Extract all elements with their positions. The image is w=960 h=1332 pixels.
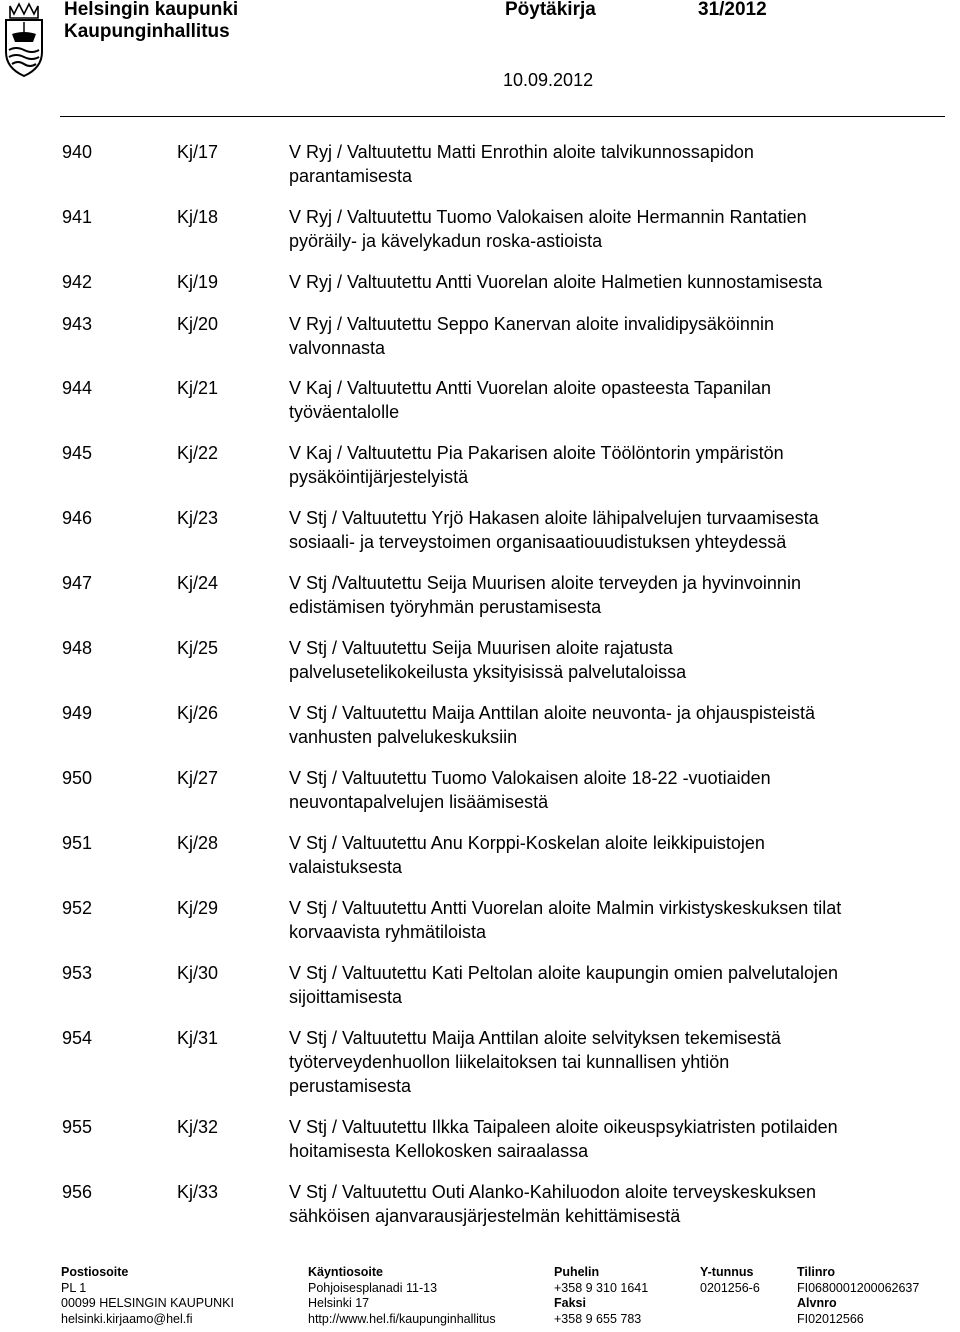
item-number: 954 [62, 1028, 93, 1048]
footer-postal-address: Postiosoite PL 1 00099 HELSINGIN KAUPUNKI helsinki.kirjaamo@hel.fi [61, 1265, 234, 1326]
item-number: 956 [62, 1182, 93, 1202]
item-code: Kj/31 [177, 1028, 219, 1048]
item-code: Kj/29 [177, 898, 219, 918]
item-number: 953 [62, 963, 93, 983]
item-number: 952 [62, 898, 93, 918]
footer-business-id: Y-tunnus 0201256-6 [700, 1265, 760, 1295]
item-code: Kj/19 [177, 272, 219, 292]
item-code: Kj/21 [177, 378, 219, 398]
item-title: V Stj / Valtuutettu Yrjö Hakasen aloite lähipalvelujen turvaamisesta sosiaali- ja terveystoimen organisaatiouudistuksen yhteydessä [289, 508, 819, 552]
item-code: Kj/25 [177, 638, 219, 658]
header-divider [60, 116, 945, 117]
meeting-date: 10.09.2012 [503, 70, 594, 90]
website-link[interactable]: http://www.hel.fi/kaupunginhallitus [308, 1311, 496, 1326]
item-title: V Stj / Valtuutettu Maija Anttilan aloite selvityksen tekemisestä työterveydenhuollon liikelaitoksen tai kunnallisen yhtiön perustamisesta [289, 1028, 781, 1096]
item-number: 951 [62, 833, 93, 853]
footer-phone-fax: Puhelin +358 9 310 1641 Faksi +358 9 655 783 [554, 1265, 649, 1326]
item-title: V Kaj / Valtuutettu Antti Vuorelan aloite opasteesta Tapanilan työväentalolle [289, 378, 772, 422]
item-title: V Stj / Valtuutettu Tuomo Valokaisen aloite 18-22 -vuotiaiden neuvontapalvelujen lisäämisestä [289, 768, 771, 812]
item-number: 948 [62, 638, 93, 658]
item-number: 942 [62, 272, 93, 292]
body-name: Kaupunginhallitus [64, 21, 230, 42]
item-code: Kj/27 [177, 768, 219, 788]
item-number: 950 [62, 768, 93, 788]
document-number: 31/2012 [698, 0, 767, 20]
email-link[interactable]: helsinki.kirjaamo@hel.fi [61, 1311, 193, 1326]
item-number: 941 [62, 207, 93, 227]
item-code: Kj/22 [177, 443, 219, 463]
item-title: V Ryj / Valtuutettu Antti Vuorelan aloite Halmetien kunnostamisesta [289, 272, 823, 292]
item-code: Kj/30 [177, 963, 219, 983]
document-type: Pöytäkirja [505, 0, 596, 20]
item-code: Kj/20 [177, 314, 219, 334]
organization-name: Helsingin kaupunki [64, 0, 239, 20]
item-number: 945 [62, 443, 93, 463]
item-code: Kj/32 [177, 1117, 219, 1137]
item-number: 947 [62, 573, 93, 593]
item-title: V Stj / Valtuutettu Antti Vuorelan aloite Malmin virkistyskeskuksen tilat korvaavista ryhmätiloista [289, 898, 842, 942]
helsinki-coat-of-arms-logo [0, 0, 48, 78]
footer-account-vat: Tilinro FI0680001200062637 Alvnro FI02012566 [797, 1265, 920, 1326]
item-number: 949 [62, 703, 93, 723]
item-code: Kj/24 [177, 573, 219, 593]
item-title: V Stj /Valtuutettu Seija Muurisen aloite terveyden ja hyvinvoinnin edistämisen työryhmän perustamisesta [289, 573, 801, 617]
item-number: 944 [62, 378, 93, 398]
item-title: V Stj / Valtuutettu Outi Alanko-Kahiluodon aloite terveyskeskuksen sähköisen ajanvarausjärjestelmän kehittämisestä [289, 1182, 816, 1226]
item-title: V Ryj / Valtuutettu Tuomo Valokaisen aloite Hermannin Rantatien pyöräily- ja kävelykadun roska-astioista [289, 207, 807, 251]
item-title: V Stj / Valtuutettu Maija Anttilan aloite neuvonta- ja ohjauspisteistä vanhusten palvelukeskuksiin [289, 703, 815, 747]
item-code: Kj/17 [177, 142, 219, 162]
item-title: V Ryj / Valtuutettu Seppo Kanervan aloite invalidipysäköinnin valvonnasta [289, 314, 774, 358]
item-code: Kj/28 [177, 833, 219, 853]
item-code: Kj/33 [177, 1182, 219, 1202]
item-title: V Stj / Valtuutettu Seija Muurisen aloite rajatusta palvelusetelikokeilusta yksityisissä palvelutaloissa [289, 638, 687, 682]
item-title: V Stj / Valtuutettu Anu Korppi-Koskelan aloite leikkipuistojen valaistuksesta [289, 833, 765, 877]
item-code: Kj/23 [177, 508, 219, 528]
item-title: V Stj / Valtuutettu Kati Peltolan aloite kaupungin omien palvelutalojen sijoittamisesta [289, 963, 839, 1007]
item-code: Kj/26 [177, 703, 219, 723]
item-title: V Stj / Valtuutettu Ilkka Taipaleen aloite oikeuspsykiatristen potilaiden hoitamisesta Kellokosken sairaalassa [289, 1117, 838, 1161]
item-number: 940 [62, 142, 93, 162]
item-number: 955 [62, 1117, 93, 1137]
item-code: Kj/18 [177, 207, 219, 227]
item-title: V Kaj / Valtuutettu Pia Pakarisen aloite Töölöntorin ympäristön pysäköintijärjestelyistä [289, 443, 784, 487]
item-number: 946 [62, 508, 93, 528]
item-number: 943 [62, 314, 93, 334]
item-title: V Ryj / Valtuutettu Matti Enrothin aloite talvikunnossapidon parantamisesta [289, 142, 754, 186]
footer-visiting-address: Käyntiosoite Pohjoisesplanadi 11-13 Helsinki 17 http://www.hel.fi/kaupunginhallitus [308, 1265, 496, 1326]
